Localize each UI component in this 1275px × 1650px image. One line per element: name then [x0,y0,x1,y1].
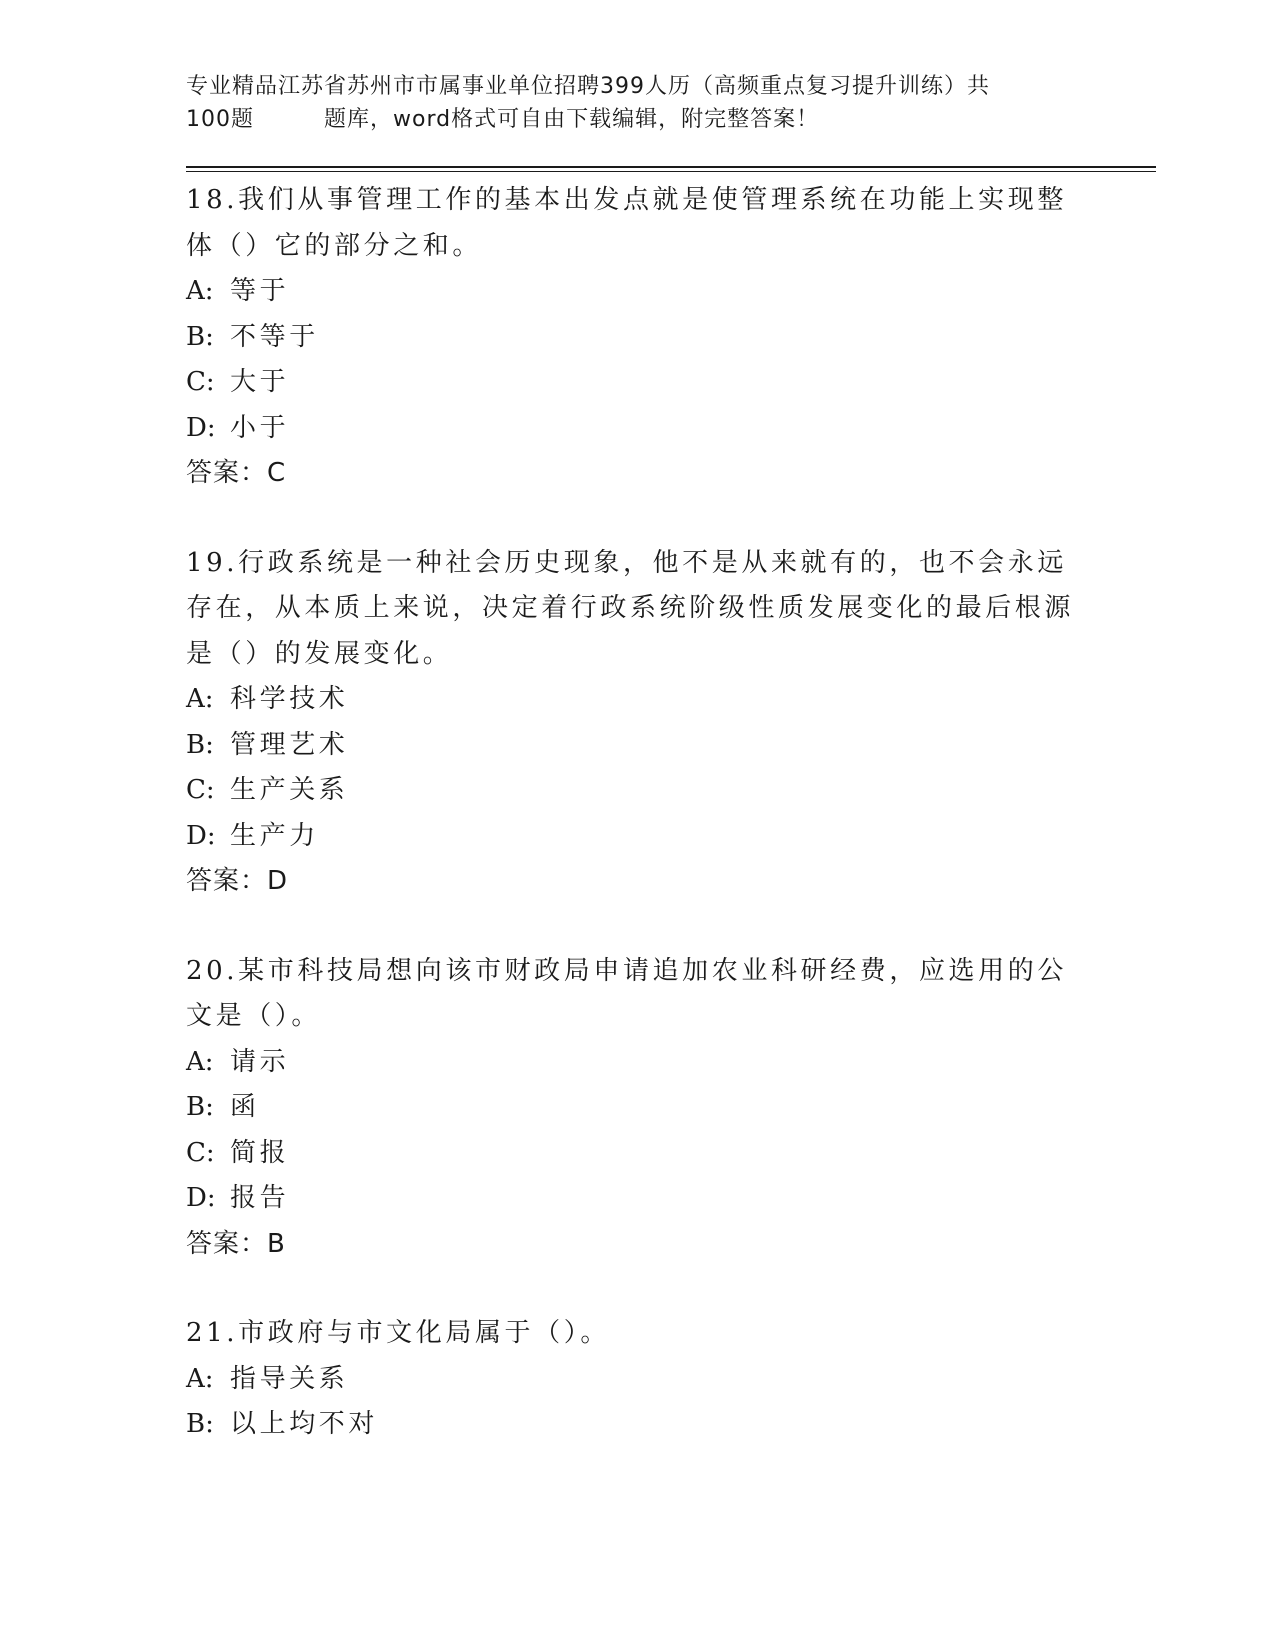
option-text: 等于 [230,276,290,306]
option-key: A: [186,1046,214,1077]
option-text: 科学技术 [230,684,349,714]
question-item [186,541,1156,905]
option-b [186,315,1156,361]
option-text: 不等于 [230,321,319,352]
option-c [186,768,1156,814]
option-text: 指导关系 [230,1363,349,1394]
header-description: 题库，word格式可自由下载编辑，附完整答案！ [324,107,820,132]
option-key: D: [186,412,216,443]
option-key: D: [186,820,216,851]
option-text: 以上均不对 [230,1409,379,1439]
option-key: A: [186,1363,214,1394]
option-a [186,1357,1156,1403]
answer-line: 答案：C [186,458,287,488]
option-a [186,677,1156,723]
option-key: B: [186,321,214,352]
option-d [186,406,1156,452]
option-text: 报告 [230,1183,290,1213]
option-d [186,814,1156,860]
question-text: 19.行政系统是一种社会历史现象，他不是从来就有的，也不会永远存在，从本质上来说，决定着行政系统阶级性质发展变化的最后根源是（）的发展变化。 [186,547,1075,669]
option-text: 请示 [230,1046,290,1077]
option-b [186,1402,1156,1448]
option-text: 简报 [230,1137,290,1168]
question-item [186,178,1156,497]
option-text: 管理艺术 [230,729,349,760]
option-key: A: [186,684,214,714]
header-divider [186,166,1156,172]
question-item [186,1311,1156,1448]
document-header [186,70,1156,136]
option-b [186,1085,1156,1131]
header-subtitle-line [186,103,1156,136]
option-text: 生产力 [230,820,319,851]
question-item [186,949,1156,1268]
answer-line: 答案：B [186,1228,286,1259]
option-text: 大于 [230,367,290,397]
option-text: 生产关系 [230,775,349,805]
option-key: B: [186,729,214,760]
option-a [186,269,1156,315]
question-list [186,178,1156,1448]
option-key: C: [186,367,215,397]
option-key: B: [186,1092,214,1122]
option-key: D: [186,1183,216,1213]
option-text: 函 [230,1092,260,1122]
option-a [186,1040,1156,1086]
question-text: 20.某市科技局想向该市财政局申请追加农业科研经费，应选用的公文是（）。 [186,955,1067,1031]
option-text: 小于 [230,412,290,443]
option-key: C: [186,775,215,805]
option-key: A: [186,276,214,306]
question-text: 21.市政府与市文化局属于（）。 [186,1318,610,1348]
answer-line: 答案：D [186,866,289,896]
option-b [186,723,1156,769]
option-key: C: [186,1137,215,1168]
header-question-count: 100题 [186,107,254,132]
option-key: B: [186,1409,214,1439]
option-c [186,360,1156,406]
option-d [186,1176,1156,1222]
question-text: 18.我们从事管理工作的基本出发点就是使管理系统在功能上实现整体（）它的部分之和。 [186,185,1067,261]
header-title-line: 专业精品江苏省苏州市市属事业单位招聘399人历（高频重点复习提升训练）共 [186,74,990,99]
document-page [186,70,1156,1492]
option-c [186,1131,1156,1177]
